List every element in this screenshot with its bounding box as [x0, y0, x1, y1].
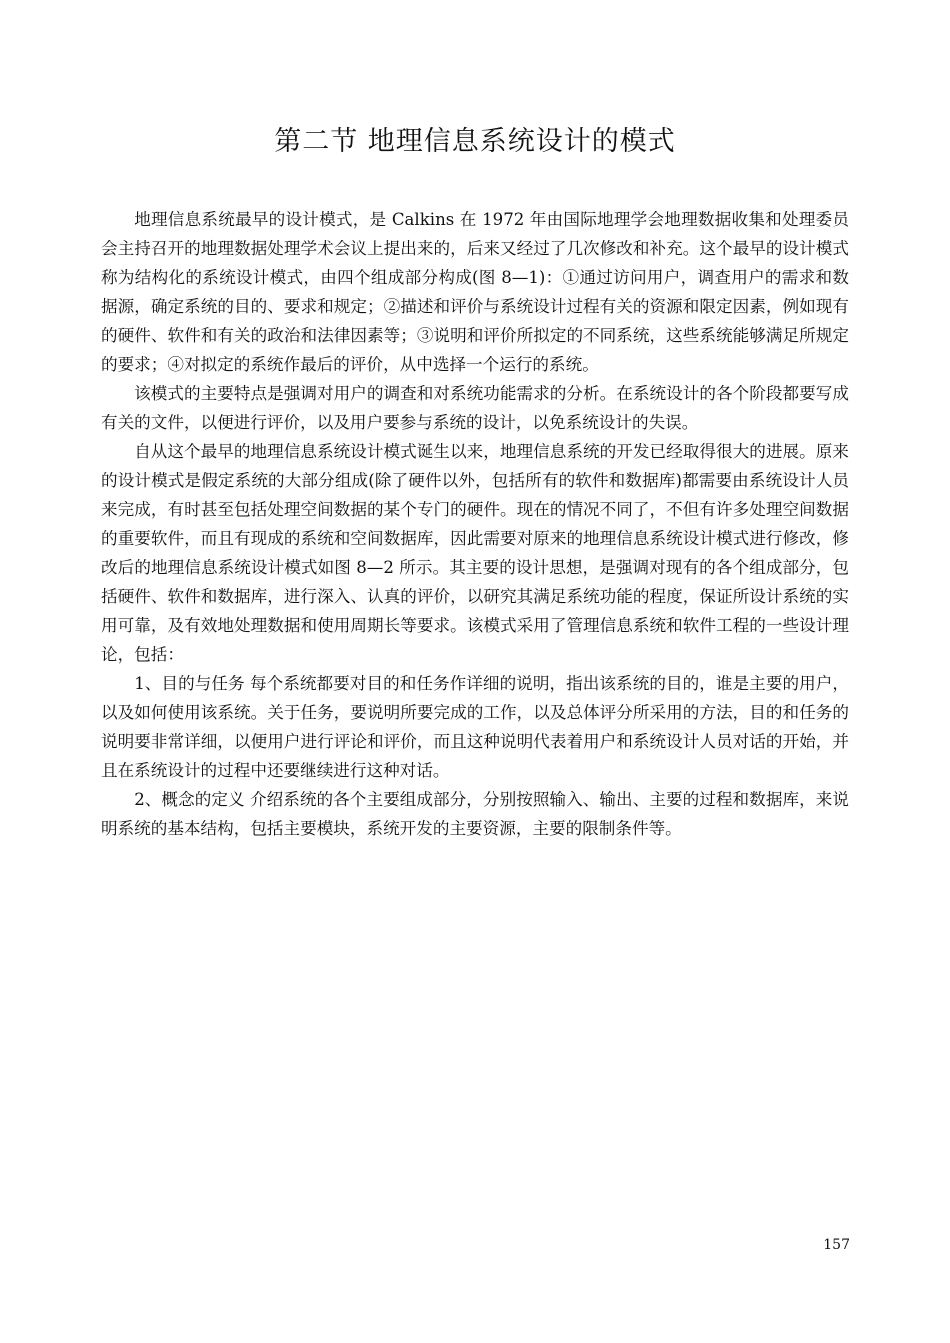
paragraph-3: 自从这个最早的地理信息系统设计模式诞生以来，地理信息系统的开发已经取得很大的进展。原来的设计模式是假定系统的大部分组成(除了硬件以外，包括所有的软件和数据库)都需要由系统设计人员来完成，有时甚至包括处理空间数据的某个专门的硬件。现在的情况不同了，不但有许多处理空间数据的重要软件，而且有现成的系统和空间数据库，因此需要对原来的地理信息系统设计模式进行修改，修改后的地理信息系统设计模式如图 8—2 所示。其主要的设计思想，是强调对现有的各个组成部分，包括硬件、软件和数据库，进行深入、认真的评价，以研究其满足系统功能的程度，保证所设计系统的实用可靠，及有效地处理数据和使用周期长等要求。该模式采用了管理信息系统和软件工程的一些设计理论，包括： [101, 442, 849, 664]
body-text [101, 205, 849, 843]
page-number: 157 [823, 1237, 850, 1253]
paragraph-4: 1、目的与任务 每个系统都要对目的和任务作详细的说明，指出该系统的目的，谁是主要的用户，以及如何使用该系统。关于任务，要说明所要完成的工作，以及总体评分所采用的方法，目的和任务的说明要非常详细，以便用户进行评论和评价，而且这种说明代表着用户和系统设计人员对话的开始，并且在系统设计的过程中还要继续进行这种对话。 [101, 674, 849, 780]
paragraph-1: 地理信息系统最早的设计模式，是 Calkins 在 1972 年由国际地理学会地理数据收集和处理委员会主持召开的地理数据处理学术会议上提出来的，后来又经过了几次修改和补充。这个最早的设计模式称为结构化的系统设计模式，由四个组成部分构成(图 8—1)：①通过访问用户，调查用户的需求和数据源，确定系统的目的、要求和规定；②描述和评价与系统设计过程有关的资源和限定因素，例如现有的硬件、软件和有关的政治和法律因素等；③说明和评价所拟定的不同系统，这些系统能够满足所规定的要求；④对拟定的系统作最后的评价，从中选择一个运行的系统。 [101, 210, 849, 374]
paragraph-5: 2、概念的定义 介绍系统的各个主要组成部分，分别按照输入、输出、主要的过程和数据库，来说明系统的基本结构，包括主要模块，系统开发的主要资源，主要的限制条件等。 [101, 790, 849, 838]
section-title: 第二节 地理信息系统设计的模式 [274, 126, 676, 157]
paragraph-2: 该模式的主要特点是强调对用户的调查和对系统功能需求的分析。在系统设计的各个阶段都要写成有关的文件，以便进行评价，以及用户要参与系统的设计，以免系统设计的失误。 [101, 384, 849, 432]
